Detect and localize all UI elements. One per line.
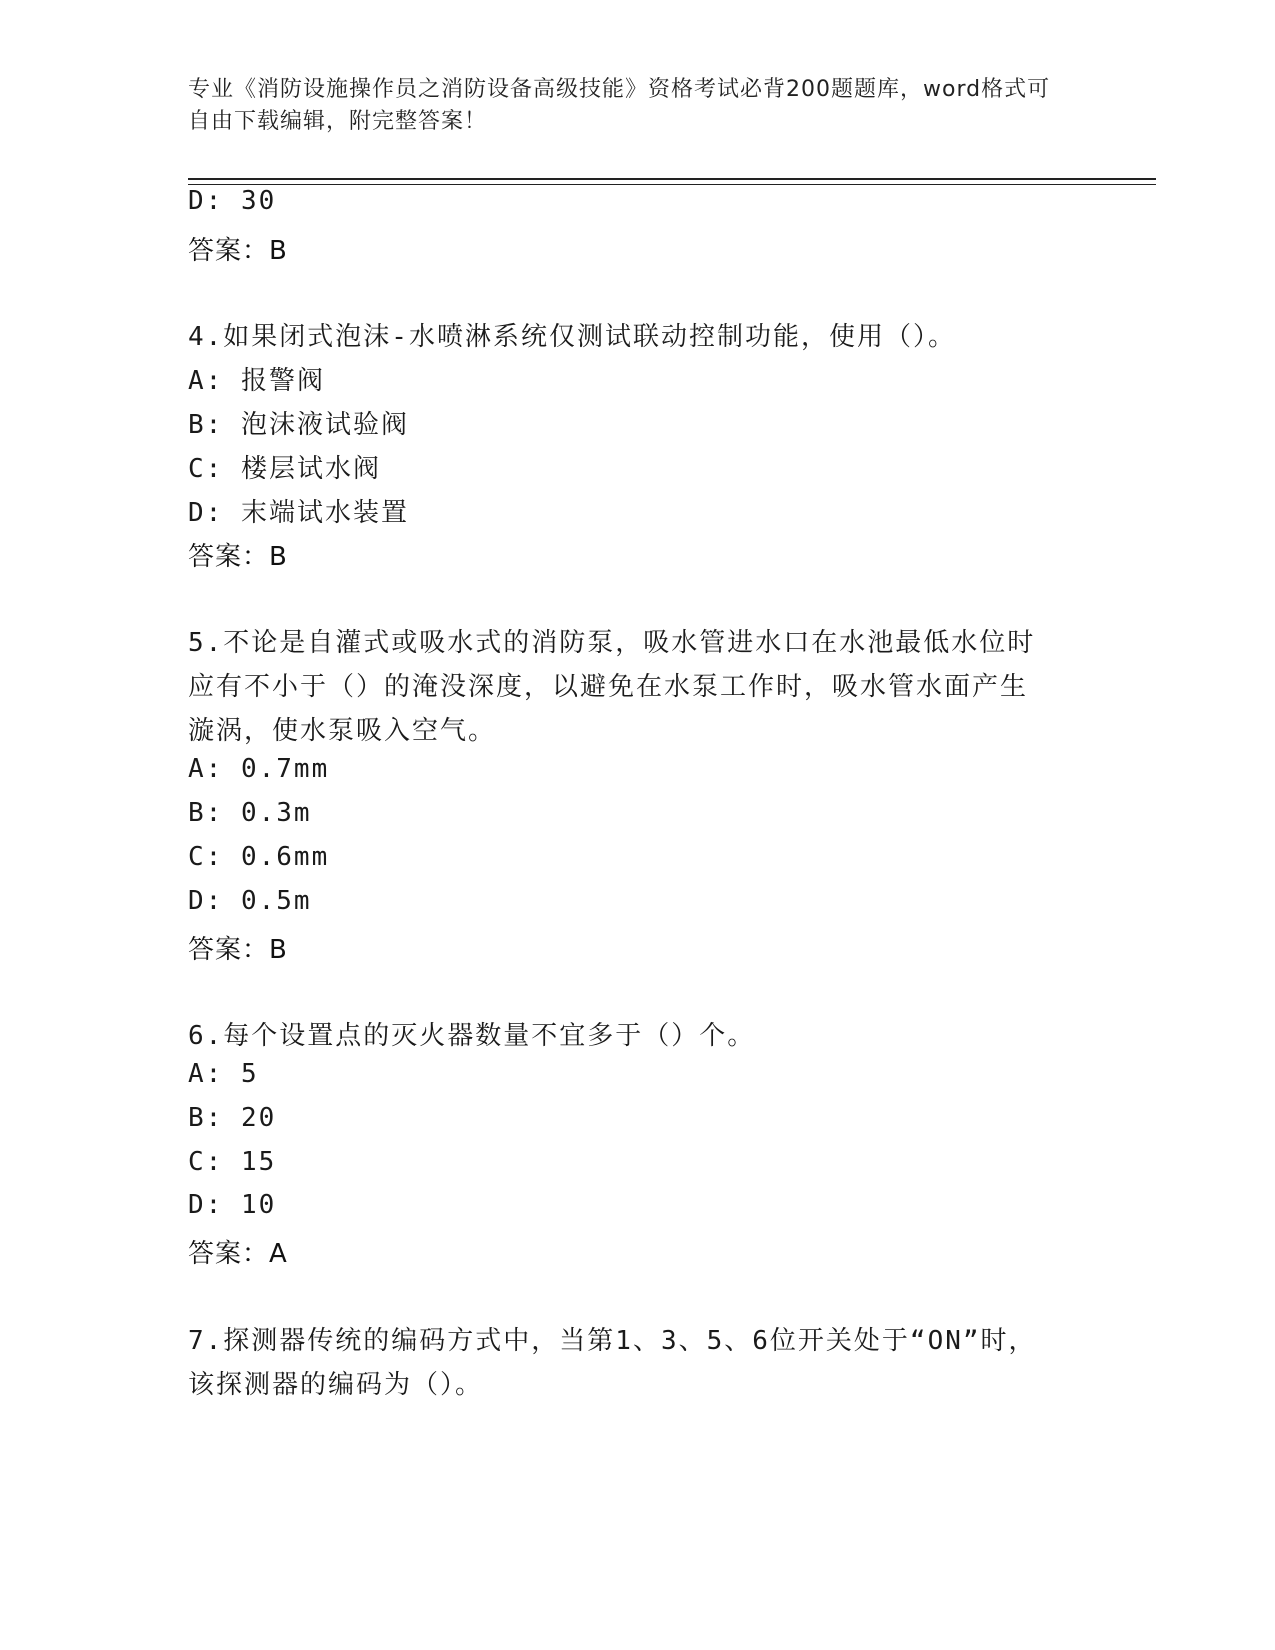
q4-answer: 答案：B [188,542,288,572]
q6-answer: 答案：A [188,1239,288,1269]
q4-option-b: B: 泡沫液试验阀 [188,410,409,440]
q5-option-a: A: 0.7mm [188,754,330,784]
q6-option-d: D: 10 [188,1190,277,1220]
q6-stem: 6.每个设置点的灭火器数量不宜多于（）个。 [188,1021,756,1051]
q3-option-d: D: 30 [188,186,277,216]
q6-option-c: C: 15 [188,1147,277,1177]
q4-option-a: A: 报警阀 [188,366,325,396]
q5-stem-line-2: 应有不小于（）的淹没深度，以避免在水泵工作时，吸水管水面产生 [188,672,1029,702]
q5-stem-line-3: 漩涡，使水泵吸入空气。 [188,716,497,746]
q6-option-b: B: 20 [188,1103,277,1133]
q5-answer: 答案：B [188,935,288,965]
q7-stem-line-1: 7.探测器传统的编码方式中，当第1、3、5、6位开关处于“ON”时， [188,1326,1037,1356]
q4-option-c: C: 楼层试水阀 [188,454,381,484]
header-divider-thick [188,178,1156,180]
q3-answer: 答案：B [188,236,288,266]
q5-option-d: D: 0.5m [188,886,312,916]
q7-stem-line-2: 该探测器的编码为（）。 [188,1370,484,1400]
q6-option-a: A: 5 [188,1059,259,1089]
document-header: 专业《消防设施操作员之消防设备高级技能》资格考试必背200题题库，word格式可自由下载编辑，附完整答案！ [188,77,1051,134]
header-divider-thin [188,184,1156,185]
q5-option-b: B: 0.3m [188,798,312,828]
q5-stem-line-1: 5.不论是自灌式或吸水式的消防泵，吸水管进水口在水池最低水位时 [188,628,1036,658]
q4-option-d: D: 末端试水装置 [188,498,409,528]
q4-stem: 4.如果闭式泡沫-水喷淋系统仅测试联动控制功能，使用（）。 [188,322,956,352]
q5-option-c: C: 0.6mm [188,842,330,872]
